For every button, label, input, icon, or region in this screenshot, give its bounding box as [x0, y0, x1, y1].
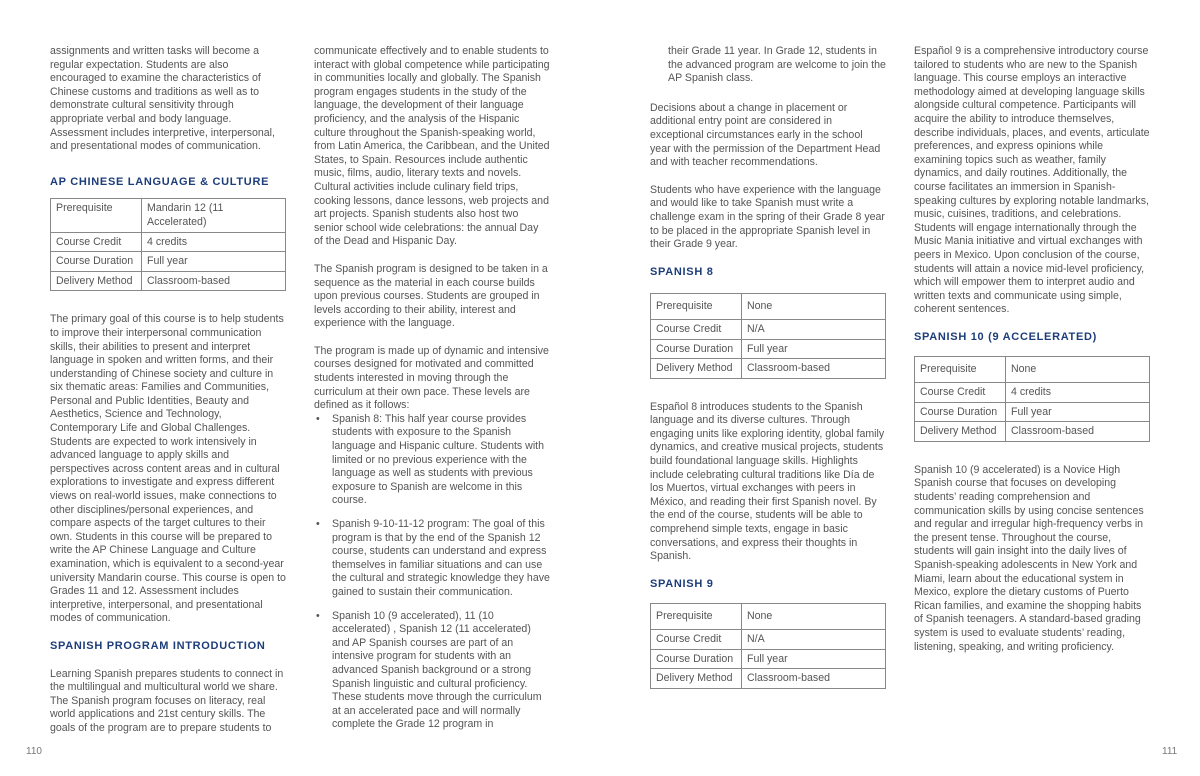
row-label: Course Credit: [915, 383, 1006, 403]
table-row: [651, 630, 886, 650]
row-value: N/A: [742, 319, 886, 339]
table-row: [915, 422, 1150, 442]
row-label: Course Duration: [915, 402, 1006, 422]
row-label: Delivery Method: [915, 422, 1006, 442]
row-label: Course Credit: [651, 319, 742, 339]
row-value: None: [742, 604, 886, 630]
table-row: [51, 232, 286, 252]
paragraph: The program is made up of dynamic and intensive courses designed for motivated and committed students interested in moving through the curriculum at their own pace. These levels are defined as it follows:: [314, 344, 549, 412]
row-value: Classroom-based: [142, 271, 286, 291]
row-value: 4 credits: [1006, 383, 1150, 403]
table-row: [51, 271, 286, 291]
row-label: Prerequisite: [651, 294, 742, 320]
row-label: Prerequisite: [915, 357, 1006, 383]
course-description: The primary goal of this course is to help students to improve their interpersonal communication skills, their abilities to present and interpret language in spoken and written forms, and their understanding of Chinese society and culture in six thematic areas: Families and Communities, Personal and Public Identities, Beauty and Aesthetics, Science and Technology, Contemporary Life and Global Challenges. Students are expected to work intensively in advanced language to apply skills and perspectives across content areas and in cultural explorations to investigate and express different views on real-world issues, make connections to other disciplines/personal experiences, and compare aspects of the target cultures to their own. Students in this course will be prepared to write the AP Chinese Language and Culture examination, which is equivalent to a second-year university Mandarin course. This course is open to Grades 11 and 12. Assessment includes interpretive, interpersonal, and presentational modes of communication.: [50, 313, 286, 625]
table-row: [651, 359, 886, 379]
row-value: Full year: [742, 339, 886, 359]
paragraph: Learning Spanish prepares students to connect in the multilingual and multicultural world we share. The Spanish program focuses on literacy, real world applications and 21st century skills. The goals of the program are to prepare students to: [50, 667, 284, 734]
row-label: Course Credit: [51, 232, 142, 252]
course-description: Spanish 10 (9 accelerated) is a Novice High Spanish course that focuses on developing students’ reading comprehension and communication skills by using concise sentences and regular and irregular high-frequency verbs in the present tense. Throughout the course, students will gain insight into the daily lives of Spanish-speaking adolescents in New York and Miami, learn about the educational system in Mexico, explore the dietary customs of Puerto Rican families, and examine the shopping habits of Spanish teenagers. A standard-based grading system is used to evaluate students’ reading, listening, speaking, and writing proficiency.: [914, 463, 1144, 653]
row-value: Full year: [142, 252, 286, 272]
row-label: Delivery Method: [651, 669, 742, 689]
page-number-right: 111: [1162, 746, 1178, 757]
paragraph: communicate effectively and to enable students to interact with global competence while participating in communities locally and globally. The Spanish program engages students in the study of the language, the development of their language proficiency, and the analysis of the Hispanic culture throughout the Spanish-speaking world, from Latin America, the Caribbean, and the United States, to Spain. Resources include authentic music, films, audio, literary texts and novels. Cultural activities include culinary field trips, cooking lessons, dance lessons, web projects and art projects. Spanish students also host two senior school wide celebrations: the annual Day of the Dead and Hispanic Day.: [314, 45, 550, 248]
table-row: [915, 357, 1150, 383]
row-value: Mandarin 12 (11 Accelerated): [142, 199, 286, 232]
table-row: [915, 402, 1150, 422]
row-value: 4 credits: [142, 232, 286, 252]
row-label: Delivery Method: [651, 359, 742, 379]
list-item: • Spanish 9-10-11-12 program: The goal of this program is that by the end of the Spanish 12 course, students can understand and express themselves in familiar situations and can use the cultural and strategic knowledge they have gained to sustain their communication.: [314, 518, 550, 600]
row-value: Full year: [742, 649, 886, 669]
table-row: [651, 339, 886, 359]
program-levels-list: [314, 413, 550, 732]
course-info-table-spanish-9: [650, 603, 886, 688]
section-heading-ap-chinese: AP CHINESE LANGUAGE & CULTURE: [50, 175, 270, 188]
table-row: [651, 604, 886, 630]
row-label: Delivery Method: [51, 271, 142, 291]
bullet-continuation: their Grade 11 year. In Grade 12, students in the advanced program are welcome to join the AP Spanish class.: [668, 45, 886, 85]
table-row: [915, 383, 1150, 403]
table-row: [651, 669, 886, 689]
row-label: Course Duration: [51, 252, 142, 272]
row-label: Course Duration: [651, 339, 742, 359]
row-value: Classroom-based: [742, 359, 886, 379]
column-2: [314, 45, 550, 742]
course-description: Español 8 introduces students to the Spanish language and its diverse cultures. Through engaging units like exploring identity, global family dynamics, and creative musical projects, students build foundational language skills. Highlights include celebrating cultural traditions like Día de los Muertos, virtual exchanges with peers in México, and reading their first Spanish novel. By the end of the course, students will be able to comprehend simple texts, engage in basic conversations, and express their thoughts in Spanish.: [650, 400, 885, 563]
section-heading-spanish-9: SPANISH 9: [650, 577, 714, 590]
course-info-table-ap-chinese: [50, 198, 286, 291]
paragraph: Decisions about a change in placement or additional entry point are considered in exceptional circumstances early in the school year with the permission of the Department Head and with teacher recommendations.: [650, 101, 881, 169]
course-info-table-spanish-10: [914, 356, 1150, 441]
table-row: [651, 649, 886, 669]
table-row: [651, 294, 886, 320]
course-description: Español 9 is a comprehensive introductory course tailored to students who are new to the Spanish language. This course employs an interactive methodology aimed at developing language skills alongside cultural competence. Participants will acquire the ability to introduce themselves, describe individuals, places, and events, articulate preferences, and express opinions while examining topics such as weather, family dynamics, and daily routines. Additionally, the course facilitates an immersion in Spanish-speaking cultures by exploring notable landmarks, music, cuisines, traditions, and celebrations. Students will engage internationally through the Music Mania initiative and virtual exchanges with peers in Mexico. Upon conclusion of the course, students will attain a novice mid-level proficiency, which will empower them to interpret audio and written texts and communicate using simple, coherent sentences.: [914, 45, 1150, 316]
table-row: [51, 199, 286, 232]
course-info-table-spanish-8: [650, 293, 886, 378]
row-value: None: [1006, 357, 1150, 383]
column-1: [50, 45, 286, 736]
column-3: [650, 45, 886, 689]
column-4: [914, 45, 1150, 654]
row-value: Classroom-based: [742, 669, 886, 689]
row-value: None: [742, 294, 886, 320]
paragraph: assignments and written tasks will become a regular expectation. Students are also encouraged to examine the characteristics of Chinese customs and traditions as well as to demonstrate cultural sensitivity through appropriate verbal and body language. Assessment includes interpretive, interpersonal, and presentational modes of communication.: [50, 45, 275, 153]
paragraph: Students who have experience with the language and would like to take Spanish must write a challenge exam in the spring of their Grade 8 year to be placed in the appropriate Spanish level in their Grade 9 year.: [650, 183, 885, 251]
table-row: [51, 252, 286, 272]
row-value: Classroom-based: [1006, 422, 1150, 442]
row-label: Course Duration: [651, 649, 742, 669]
row-label: Course Credit: [651, 630, 742, 650]
list-item: • Spanish 8: This half year course provides students with exposure to the Spanish language and Hispanic culture. Students with limited or no previous experience with the language as well as students with previous exposure to Spanish are welcome in this course.: [314, 413, 550, 508]
row-label: Prerequisite: [51, 199, 142, 232]
section-heading-spanish-intro: SPANISH PROGRAM INTRODUCTION: [50, 639, 266, 652]
section-heading-spanish-8: SPANISH 8: [650, 265, 714, 278]
row-value: N/A: [742, 630, 886, 650]
page-number-left: 110: [26, 746, 42, 757]
row-value: Full year: [1006, 402, 1150, 422]
row-label: Prerequisite: [651, 604, 742, 630]
table-row: [651, 319, 886, 339]
list-item: • Spanish 10 (9 accelerated), 11 (10 accelerated) , Spanish 12 (11 accelerated) and AP Spanish courses are part of an intensive program for students with an advanced Spanish background or a strong Spanish linguistic and cultural proficiency. These students move through the curriculum at an accelerated pace and will normally complete the Grade 12 program in: [314, 610, 550, 732]
paragraph: The Spanish program is designed to be taken in a sequence as the material in each course builds upon previous courses. Students are grouped in levels according to their ability, interest and experience with the language.: [314, 262, 548, 330]
section-heading-spanish-10: SPANISH 10 (9 ACCELERATED): [914, 330, 1098, 343]
